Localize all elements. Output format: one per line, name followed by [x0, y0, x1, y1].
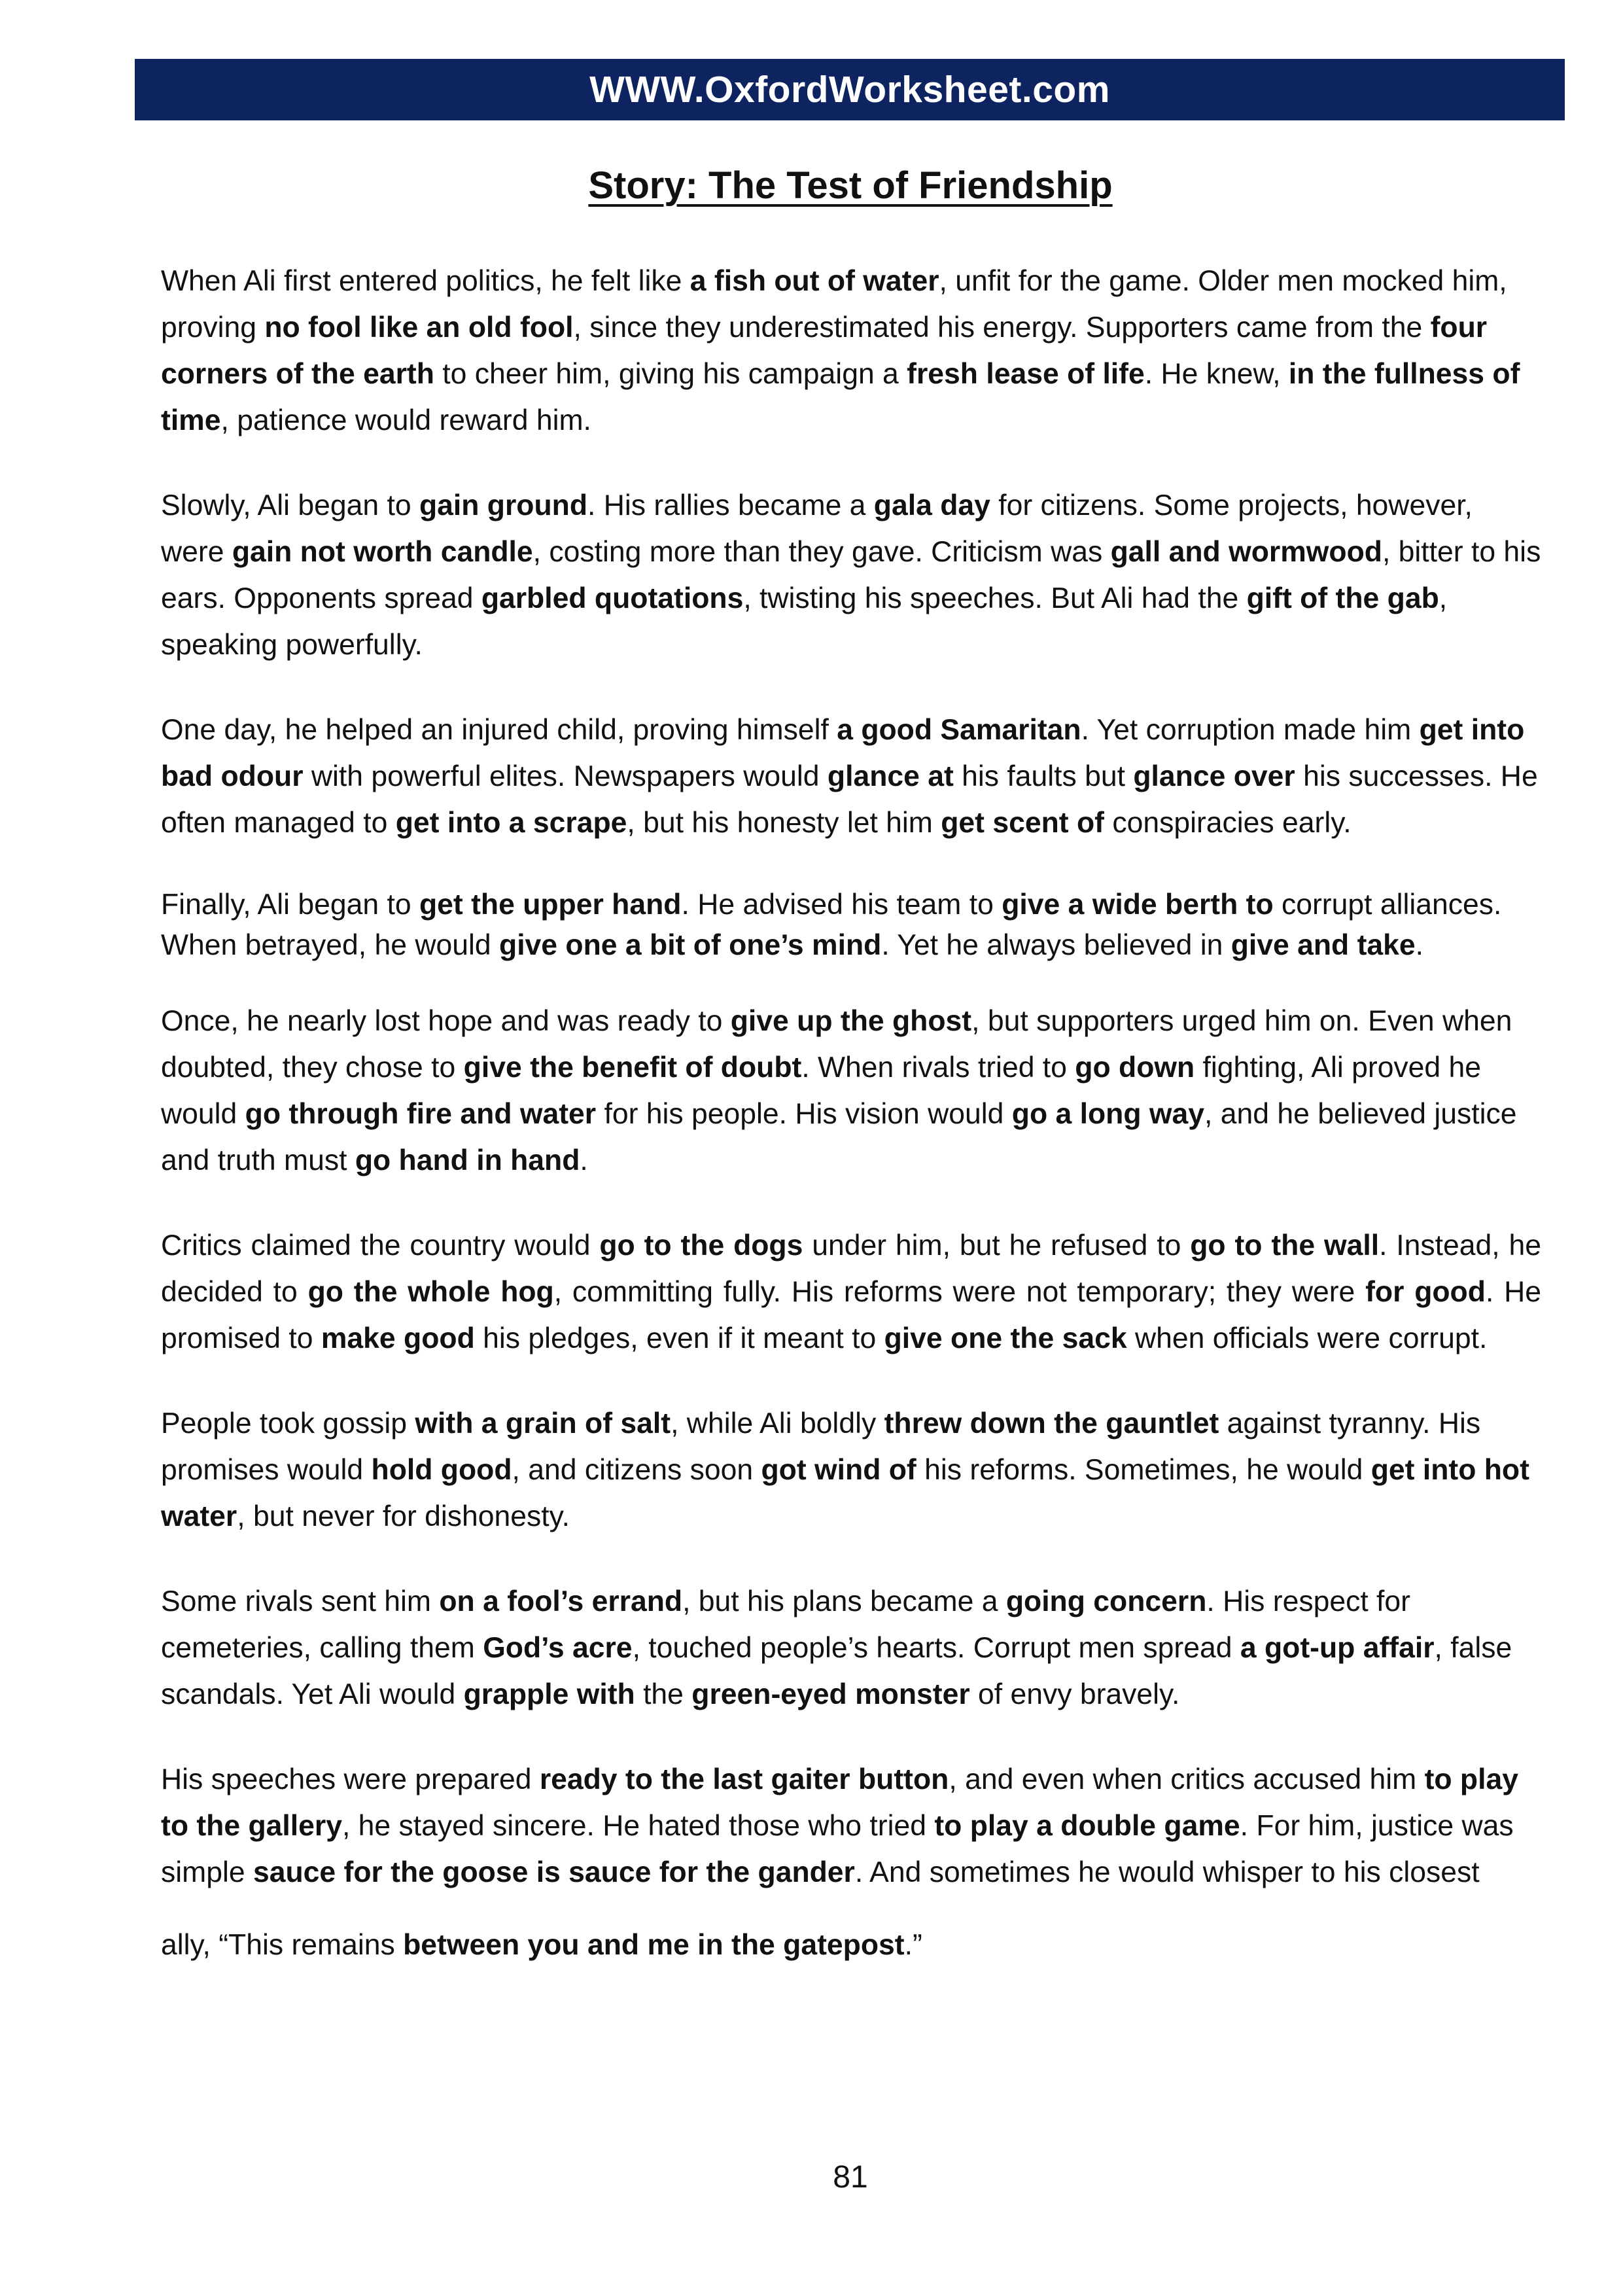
- idiom-phrase: get into hot water: [161, 1454, 1529, 1532]
- story-text: for citizens. Some projects, however, were: [161, 489, 1473, 568]
- idiom-phrase: garbled quotations: [481, 582, 744, 614]
- idiom-phrase: get into bad odour: [161, 714, 1525, 792]
- story-text: , since they underestimated his energy. Supporters came from the: [573, 311, 1431, 344]
- idiom-phrase: got wind of: [761, 1454, 916, 1486]
- idiom-phrase: between you and me in the gatepost: [403, 1929, 905, 1961]
- idiom-phrase: make good: [321, 1322, 475, 1354]
- story-text: , and citizens soon: [512, 1454, 761, 1486]
- story-text: , twisting his speeches. But Ali had the: [743, 582, 1247, 614]
- story-text: . His respect for cemeteries, calling them: [161, 1585, 1410, 1664]
- story-text: , and even when critics accused him: [949, 1763, 1425, 1795]
- story-text: One day, he helped an injured child, proving himself: [161, 714, 837, 746]
- story-text: for his people. His vision would: [596, 1098, 1012, 1130]
- idiom-phrase: get scent of: [941, 807, 1104, 839]
- story-text: to cheer him, giving his campaign a: [434, 358, 907, 390]
- idiom-phrase: give the benefit of doubt: [463, 1051, 802, 1084]
- story-text: . Yet corruption made him: [1081, 714, 1420, 746]
- story-text: corrupt alliances. When betrayed, he would: [161, 889, 1502, 961]
- idiom-phrase: give one the sack: [884, 1322, 1127, 1354]
- story-text: , but his honesty let him: [627, 807, 941, 839]
- story-text: Finally, Ali began to: [161, 889, 419, 921]
- story-text: against tyranny. His promises would: [161, 1407, 1481, 1486]
- story-text: with powerful elites. Newspapers would: [303, 760, 828, 792]
- idiom-phrase: give a wide berth to: [1002, 889, 1274, 921]
- story-text: , touched people’s hearts. Corrupt men spread: [632, 1632, 1240, 1664]
- story-paragraph: [161, 998, 1541, 1184]
- idiom-phrase: gala day: [873, 489, 990, 521]
- story-text: under him, but he refused to: [803, 1229, 1191, 1262]
- story-text: His speeches were prepared: [161, 1763, 540, 1795]
- idiom-phrase: green-eyed monster: [691, 1678, 970, 1710]
- story-text: . For him, justice was simple: [161, 1810, 1514, 1888]
- idiom-phrase: going concern: [1005, 1585, 1207, 1617]
- idiom-phrase: gain ground: [419, 489, 588, 521]
- story-text: Once, he nearly lost hope and was ready to: [161, 1005, 731, 1037]
- idiom-phrase: go the whole hog: [307, 1276, 554, 1308]
- story-text: People took gossip: [161, 1407, 415, 1439]
- idiom-phrase: go through fire and water: [245, 1098, 597, 1130]
- page-number: 81: [833, 2160, 868, 2195]
- story-text: fighting, Ali proved he would: [161, 1051, 1482, 1130]
- story-text: his reforms. Sometimes, he would: [916, 1454, 1371, 1486]
- story-text: , and he believed justice and truth must: [161, 1098, 1517, 1176]
- idiom-phrase: gall and wormwood: [1110, 536, 1382, 568]
- idiom-phrase: gain not worth candle: [232, 536, 533, 568]
- story-paragraph: [161, 482, 1541, 668]
- story-text: , he stayed sincere. He hated those who tried: [341, 1810, 935, 1842]
- idiom-phrase: to play to the gallery: [161, 1763, 1518, 1842]
- idiom-phrase: a good Samaritan: [837, 714, 1081, 746]
- idiom-phrase: a fish out of water: [689, 265, 939, 297]
- story-text: of envy bravely.: [969, 1678, 1180, 1710]
- idiom-phrase: hold good: [371, 1454, 512, 1486]
- story-text: . When rivals tried to: [801, 1051, 1075, 1084]
- story-text: , but supporters urged him on. Even when doubted, they chose to: [161, 1005, 1512, 1084]
- story-text: Some rivals sent him: [161, 1585, 440, 1617]
- idiom-phrase: glance at: [827, 760, 954, 792]
- story-text: . He knew,: [1144, 358, 1289, 390]
- idiom-phrase: in the fullness of time: [161, 358, 1520, 436]
- idiom-phrase: gift of the gab: [1246, 582, 1439, 614]
- story-text: , patience would reward him.: [220, 404, 591, 436]
- idiom-phrase: on a fool’s errand: [439, 1585, 683, 1617]
- idiom-phrase: give up the ghost: [730, 1005, 972, 1037]
- story-paragraph: [161, 1222, 1541, 1362]
- idiom-phrase: go to the dogs: [599, 1229, 803, 1262]
- idiom-phrase: God’s acre: [483, 1632, 633, 1664]
- story-text: .”: [904, 1929, 922, 1961]
- story-text: his faults but: [953, 760, 1134, 792]
- story-text: , but his plans became a: [682, 1585, 1006, 1617]
- story-text: Critics claimed the country would: [161, 1229, 600, 1262]
- story-text: . Instead, he decided to: [161, 1229, 1541, 1308]
- story-paragraph: [161, 1400, 1541, 1540]
- site-header-banner: [135, 59, 1565, 120]
- story-text: ally, “This remains: [161, 1929, 404, 1961]
- story-text: When Ali first entered politics, he felt like: [161, 265, 690, 297]
- story-text: , costing more than they gave. Criticism was: [532, 536, 1111, 568]
- idiom-phrase: glance over: [1133, 760, 1295, 792]
- idiom-phrase: grapple with: [463, 1678, 635, 1710]
- idiom-phrase: four corners of the earth: [161, 311, 1488, 390]
- idiom-phrase: sauce for the goose is sauce for the gander: [253, 1856, 855, 1888]
- idiom-phrase: to play a double game: [934, 1810, 1240, 1842]
- story-text: .: [1415, 929, 1424, 961]
- story-paragraph: [161, 885, 1541, 966]
- story-title: Story: The Test of Friendship: [588, 164, 1113, 207]
- story-text: , but never for dishonesty.: [237, 1500, 570, 1532]
- story-text: when officials were corrupt.: [1126, 1322, 1488, 1354]
- idiom-phrase: give one a bit of one’s mind: [499, 929, 882, 961]
- idiom-phrase: go a long way: [1011, 1098, 1205, 1130]
- story-paragraph: [161, 707, 1541, 846]
- idiom-phrase: give and take: [1230, 929, 1416, 961]
- story-text: . And sometimes he would whisper to his closest: [854, 1856, 1480, 1888]
- story-text: , while Ali boldly: [671, 1407, 884, 1439]
- story-text: . His rallies became a: [587, 489, 874, 521]
- story-paragraph: [161, 1922, 1541, 1968]
- story-paragraph: [161, 258, 1541, 444]
- idiom-phrase: get the upper hand: [419, 889, 682, 921]
- story-paragraph: [161, 1578, 1541, 1718]
- idiom-phrase: threw down the gauntlet: [884, 1407, 1219, 1439]
- story-text: his successes. He often managed to: [161, 760, 1538, 839]
- idiom-phrase: for good: [1365, 1276, 1486, 1308]
- idiom-phrase: ready to the last gaiter button: [539, 1763, 949, 1795]
- story-text: . Yet he always believed in: [881, 929, 1231, 961]
- story-text: , speaking powerfully.: [161, 582, 1448, 661]
- story-text: , committing fully. His reforms were not temporary; they were: [553, 1276, 1366, 1308]
- story-text: .: [580, 1144, 588, 1176]
- story-text: , bitter to his ears. Opponents spread: [161, 536, 1541, 614]
- idiom-phrase: a got-up affair: [1240, 1632, 1435, 1664]
- story-text: . He advised his team to: [681, 889, 1002, 921]
- story-text: his pledges, even if it meant to: [474, 1322, 884, 1354]
- idiom-phrase: fresh lease of life: [907, 358, 1145, 390]
- story-text: conspiracies early.: [1104, 807, 1352, 839]
- story-body: [161, 258, 1541, 2007]
- idiom-phrase: go down: [1075, 1051, 1195, 1084]
- idiom-phrase: with a grain of salt: [415, 1407, 671, 1439]
- story-text: , unfit for the game. Older men mocked him, proving: [161, 265, 1507, 344]
- idiom-phrase: go hand in hand: [355, 1144, 580, 1176]
- story-text: , false scandals. Yet Ali would: [161, 1632, 1512, 1710]
- idiom-phrase: get into a scrape: [395, 807, 627, 839]
- story-text: Slowly, Ali began to: [161, 489, 419, 521]
- idiom-phrase: no fool like an old fool: [264, 311, 574, 344]
- story-paragraph: [161, 1756, 1541, 1896]
- story-text: . He promised to: [161, 1276, 1541, 1354]
- site-url: WWW.OxfordWorksheet.com: [589, 69, 1110, 111]
- idiom-phrase: go to the wall: [1190, 1229, 1380, 1262]
- story-text: the: [635, 1678, 692, 1710]
